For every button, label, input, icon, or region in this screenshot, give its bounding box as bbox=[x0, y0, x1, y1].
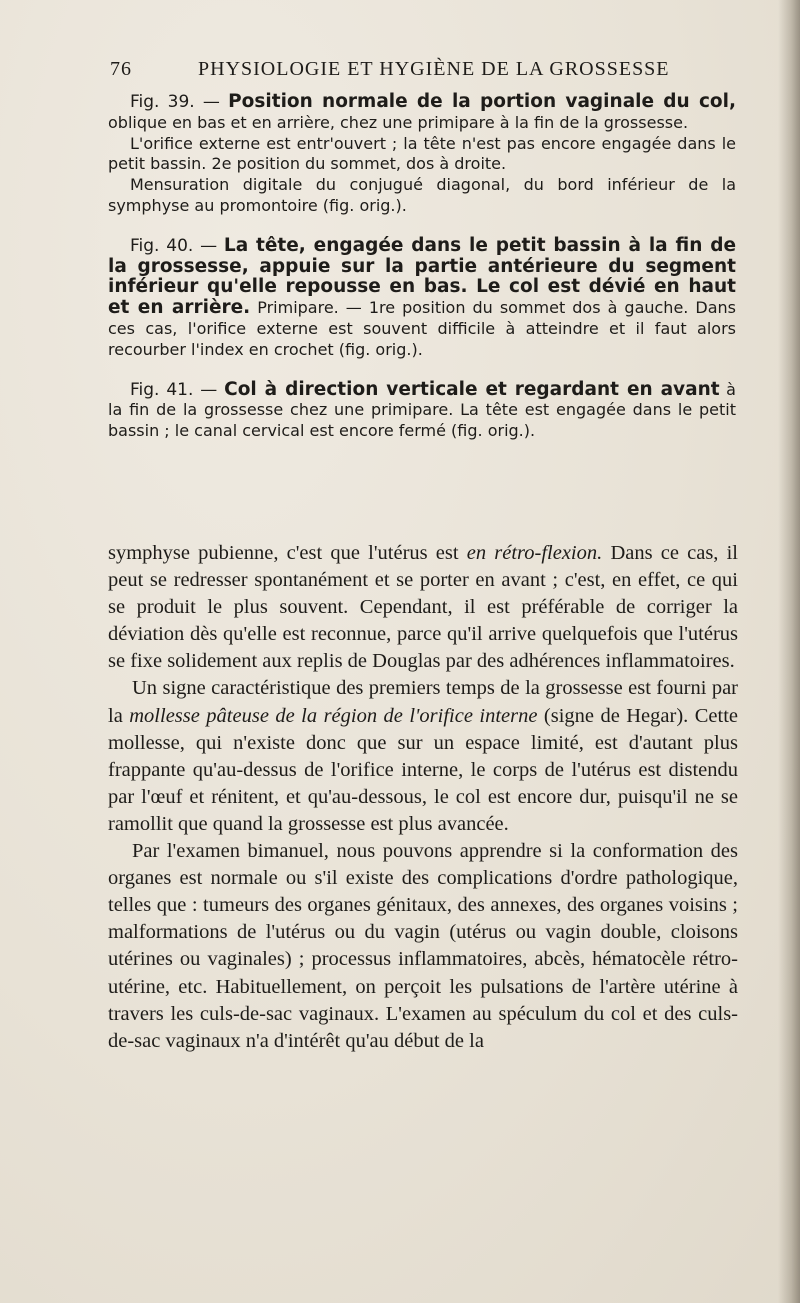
caption-39-paragraph: L'orifice externe est entr'ouvert ; la tête n'est pas encore engagée dans le petit bassin. 2e position du sommet, dos à droite. bbox=[108, 133, 736, 174]
caption-41-text: à la fin de la grossesse chez une primipare. La tête est engagée dans le petit bassin ; le canal cervical est encore fermé (fig. orig.). bbox=[108, 379, 736, 441]
running-title: PHYSIOLOGIE ET HYGIÈNE DE LA GROSSESSE bbox=[198, 58, 670, 80]
caption-41-label: Fig. 41. — bbox=[130, 379, 225, 400]
paragraph-text: Dans ce cas, il peut se redresser spontanément et se porter en avant ; c'est, en effet, ce qui se produit le plus souvent. Cependant, il est préférable de corriger la déviation dès qu'elle est reconnue, parce qu'il arrive quelquefois que l'utérus se fixe solidement aux replis de Douglas par des adhérences inflammatoires. bbox=[108, 542, 738, 673]
caption-40-label: Fig. 40. — bbox=[130, 235, 224, 256]
caption-40-title: La tête, engagée dans le petit bassin à la fin de la grossesse, appuie sur la partie antérieure du segment inférieur qu'elle repousse en bas. Le col est dévié en haut et en arrière. bbox=[108, 234, 736, 319]
figure-caption-40 bbox=[108, 236, 736, 361]
paragraph-text: Un signe caractéristique des premiers temps de la grossesse est fourni par la bbox=[108, 677, 738, 727]
figure-caption-41 bbox=[108, 380, 736, 442]
emphasis-text: mollesse pâteuse de la région de l'orifice interne bbox=[129, 704, 538, 727]
page-number: 76 bbox=[110, 58, 132, 80]
caption-41-title: Col à direction verticale et regardant en avant bbox=[224, 378, 720, 400]
caption-39-paragraph: Mensuration digitale du conjugué diagonal, du bord inférieur de la symphyse au promontoire (fig. orig.). bbox=[108, 175, 736, 215]
paragraph-hegar-sign bbox=[108, 675, 738, 838]
emphasis-text: en rétro-flexion. bbox=[466, 542, 603, 564]
paragraph-text: symphyse pubienne, c'est que l'utérus est bbox=[108, 542, 467, 564]
caption-40-text: Primipare. — 1re position du sommet dos à gauche. Dans ces cas, l'orifice externe est souvent difficile à atteindre et il faut alors recourber l'index en crochet (fig. orig.). bbox=[108, 298, 737, 359]
page-edge-shadow bbox=[778, 0, 800, 1303]
figure-caption-39 bbox=[108, 92, 736, 217]
paragraph-text: (signe de Hegar). Cette mollesse, qui n'existe donc que sur un espace limité, est d'autant plus frappante qu'au-dessus de l'orifice interne, le corps de l'utérus est distendu par l'œuf et rénitent, et qu'au-dessous, le col est encore dur, puisqu'il ne se ramollit que quand la grossesse est plus avancée. bbox=[108, 704, 738, 835]
caption-39-heading bbox=[108, 92, 736, 134]
paragraph-bimanual-exam: Par l'examen bimanuel, nous pouvons apprendre si la conformation des organes est normale ou s'il existe des complications d'ordre pathologique, telles que : tumeurs des organes génitaux, des annexes, des organes voisins ; malformations de l'utérus ou du vagin (utérus ou vagin double, cloisons utérines ou vaginales) ; processus inflammatoires, abcès, hématocèle rétro-utérine, etc. Habituellement, on perçoit les pulsations de l'artère utérine à travers les culs-de-sac vaginaux. L'examen au spéculum du col et des culs-de-sac vaginaux n'a d'intérêt qu'au début de la bbox=[108, 840, 738, 1052]
main-text bbox=[108, 540, 738, 1055]
caption-40-heading bbox=[108, 236, 736, 361]
caption-41-heading bbox=[108, 380, 736, 442]
caption-39-text: oblique en bas et en arrière, chez une primipare à la fin de la grossesse. bbox=[108, 112, 689, 132]
figure-captions bbox=[108, 92, 736, 461]
caption-39-label: Fig. 39. — bbox=[130, 92, 229, 112]
running-header bbox=[106, 58, 750, 86]
paragraph-retroflexion bbox=[108, 540, 738, 675]
caption-39-title: Position normale de la portion vaginale du col, bbox=[228, 91, 736, 112]
